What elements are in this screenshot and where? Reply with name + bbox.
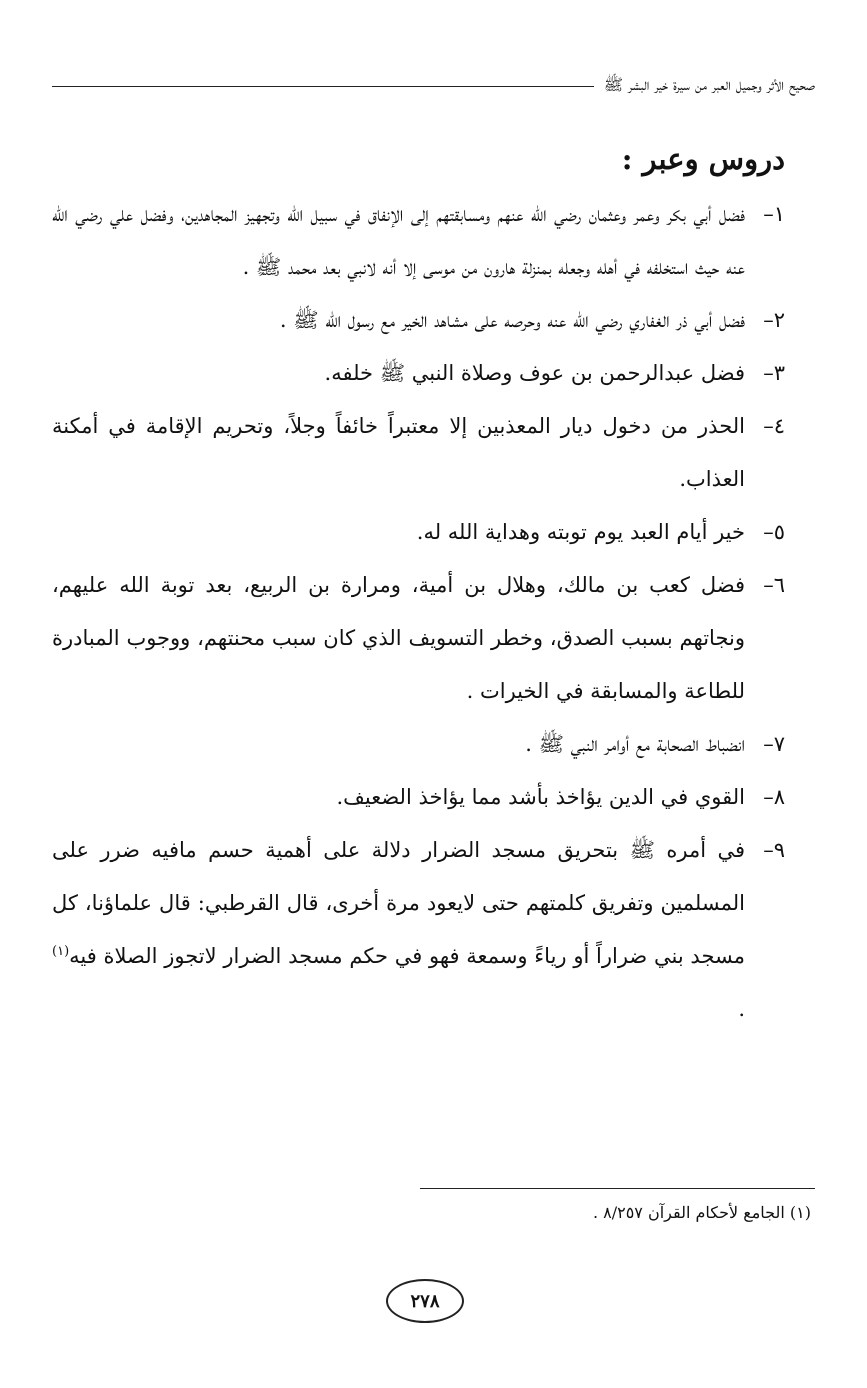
lesson-item-7 [52, 718, 785, 771]
page-number [386, 1279, 464, 1323]
page-number-value: ٢٧٨ [410, 1290, 440, 1312]
lesson-number: ٨– [763, 785, 785, 809]
lesson-number: ١– [763, 202, 785, 226]
lesson-text: فضل أبي بكر وعمر وعثمان رضي الله عنهم ومسابقتهم إلى الإنفاق في سبيل الله وتجهيز المجاهدين، وفضل علي رضي الله عنه حيث استخلفه في أهله وجعله بمنزلة هارون من موسى إلا أنه لانبي بعد محمد ﷺ . [52, 202, 745, 279]
lesson-number: ٧– [763, 732, 785, 756]
lesson-number: ٩– [763, 838, 785, 862]
lesson-text: فضل عبدالرحمن بن عوف وصلاة النبي ﷺ خلفه. [324, 361, 745, 385]
lesson-item-2 [52, 294, 785, 347]
lesson-text: انضباط الصحابة مع أوامر النبي ﷺ . [525, 732, 745, 756]
lesson-number: ٥– [763, 520, 785, 544]
lesson-item-9 [52, 824, 785, 1036]
lesson-item-1 [52, 188, 785, 294]
lesson-number: ٣– [763, 361, 785, 385]
lesson-text: خير أيام العبد يوم توبته وهداية الله له. [416, 520, 745, 544]
running-title: صحيح الأثر وجميل العبر من سيرة خير البشر ﷺ [603, 74, 815, 94]
lesson-text: في أمره ﷺ بتحريق مسجد الضرار دلالة على أهمية حسم مافيه ضرر على المسلمين وتفريق كلمتهم حتى لايعود مرة أخرى، قال القرطبي: قال علماؤنا، كل مسجد بني ضراراً أو رياءً وسمعة فهو في حكم مسجد الضرار لاتجوز الصلاة فيه [52, 838, 745, 968]
lesson-text-end: . [738, 997, 745, 1021]
lesson-text: فضل أبي ذر الغفاري رضي الله عنه وحرصه على مشاهد الخير مع رسول الله ﷺ . [279, 308, 745, 332]
running-header [52, 72, 815, 100]
lesson-text: فضل كعب بن مالك، وهلال بن أمية، ومرارة بن الربيع، بعد توبة الله عليهم، ونجاتهم بسبب الصدق، وخطر التسويف الذي كان سبب محنتهم، ووجوب المبادرة للطاعة والمسابقة في الخيرات . [52, 573, 745, 703]
lessons-list [52, 188, 785, 1036]
header-rule [52, 86, 594, 87]
lesson-item-4 [52, 400, 785, 506]
lesson-item-8 [52, 771, 785, 824]
footnote: (١) الجامع لأحكام القرآن ٨/٢٥٧ . [592, 1203, 811, 1222]
lesson-item-3 [52, 347, 785, 400]
footnote-rule [420, 1188, 815, 1189]
lesson-number: ٦– [763, 573, 785, 597]
lesson-number: ٢– [763, 308, 785, 332]
footnote-reference[interactable]: (١) [52, 944, 70, 959]
lesson-text: القوي في الدين يؤاخذ بأشد مما يؤاخذ الضعيف. [336, 785, 745, 809]
lesson-text: الحذر من دخول ديار المعذبين إلا معتبراً خائفاً وجلاً، وتحريم الإقامة في أمكنة العذاب. [52, 414, 745, 491]
section-title: دروس وعبر : [621, 142, 785, 176]
lesson-number: ٤– [763, 414, 785, 438]
lesson-item-6 [52, 559, 785, 718]
lesson-item-5 [52, 506, 785, 559]
